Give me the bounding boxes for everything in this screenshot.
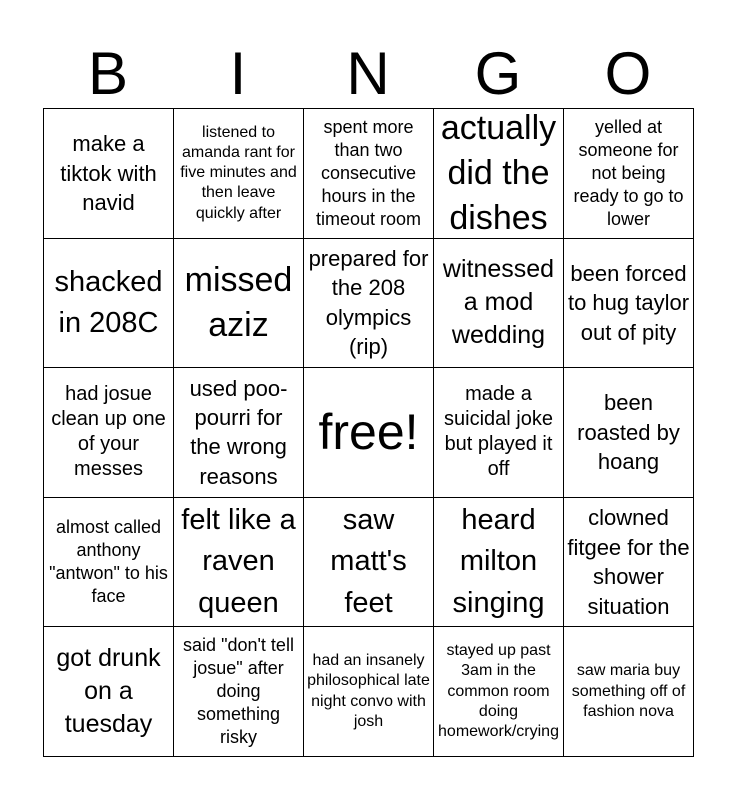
cell-text: made a suicidal joke but played it off	[444, 383, 553, 481]
bingo-cell[interactable]	[564, 109, 694, 239]
bingo-board	[43, 108, 694, 757]
cell-text: almost called anthony "antwon" to his face	[49, 517, 168, 607]
cell-text: been roasted by hoang	[577, 390, 680, 475]
cell-text: shacked in 208C	[54, 265, 163, 339]
cell-text: yelled at someone for not being ready to go to lower	[573, 116, 684, 229]
bingo-cell[interactable]	[304, 239, 434, 369]
bingo-cell[interactable]	[304, 498, 434, 628]
title-letter-b: B	[87, 40, 129, 107]
free-space-text: free!	[318, 404, 419, 461]
cell-text: saw matt's feet	[330, 504, 407, 619]
cell-text: heard milton singing	[452, 504, 545, 619]
cell-text: missed aziz	[184, 261, 293, 344]
cell-text: witnessed a mod wedding	[442, 255, 555, 350]
cell-text: had josue clean up one of your messes	[51, 383, 166, 481]
cell-text: felt like a raven queen	[181, 504, 296, 619]
bingo-cell[interactable]	[564, 498, 694, 628]
cell-text: used poo-pourri for the wrong reasons	[189, 375, 288, 489]
bingo-cell-free[interactable]	[304, 368, 434, 498]
bingo-cell[interactable]	[434, 239, 564, 369]
title-letter-n: N	[346, 40, 390, 107]
bingo-cell[interactable]	[44, 368, 174, 498]
cell-text: spent more than two consecutive hours in the timeout room	[315, 116, 422, 229]
cell-text: make a tiktok with navid	[60, 131, 157, 216]
bingo-cell[interactable]	[174, 498, 304, 628]
bingo-cell[interactable]	[564, 368, 694, 498]
bingo-cell[interactable]	[304, 109, 434, 239]
bingo-cell[interactable]	[174, 239, 304, 369]
bingo-cell[interactable]	[174, 627, 304, 757]
bingo-cell[interactable]	[174, 368, 304, 498]
cell-text: saw maria buy something off of fashion nova	[571, 662, 686, 720]
bingo-cell[interactable]	[44, 498, 174, 628]
bingo-cell[interactable]	[44, 109, 174, 239]
cell-text: prepared for the 208 olympics (rip)	[308, 245, 429, 360]
cell-text: listened to amanda rant for five minutes and then leave quickly after	[180, 123, 297, 222]
cell-text: got drunk on a tuesday	[56, 644, 161, 739]
cell-text: stayed up past 3am in the common room doing homework/crying	[438, 641, 559, 741]
cell-text: been forced to hug taylor out of pity	[567, 260, 690, 345]
cell-text: clowned fitgee for the shower situation	[567, 505, 690, 619]
bingo-cell[interactable]	[434, 109, 564, 239]
cell-text: said "don't tell josue" after doing something risky	[183, 635, 294, 748]
title-letter-o: O	[604, 40, 652, 107]
bingo-cell[interactable]	[434, 498, 564, 628]
bingo-title	[43, 40, 693, 108]
bingo-cell[interactable]	[434, 627, 564, 757]
bingo-cell[interactable]	[174, 109, 304, 239]
bingo-cell[interactable]	[44, 627, 174, 757]
title-letter-g: G	[474, 40, 522, 107]
cell-text: actually did the dishes	[440, 109, 557, 237]
bingo-cell[interactable]	[434, 368, 564, 498]
bingo-cell[interactable]	[564, 239, 694, 369]
bingo-cell[interactable]	[44, 239, 174, 369]
bingo-cell[interactable]	[564, 627, 694, 757]
bingo-cell[interactable]	[304, 627, 434, 757]
cell-text: had an insanely philosophical late night convo with josh	[307, 652, 430, 730]
title-letter-i: I	[229, 40, 247, 107]
